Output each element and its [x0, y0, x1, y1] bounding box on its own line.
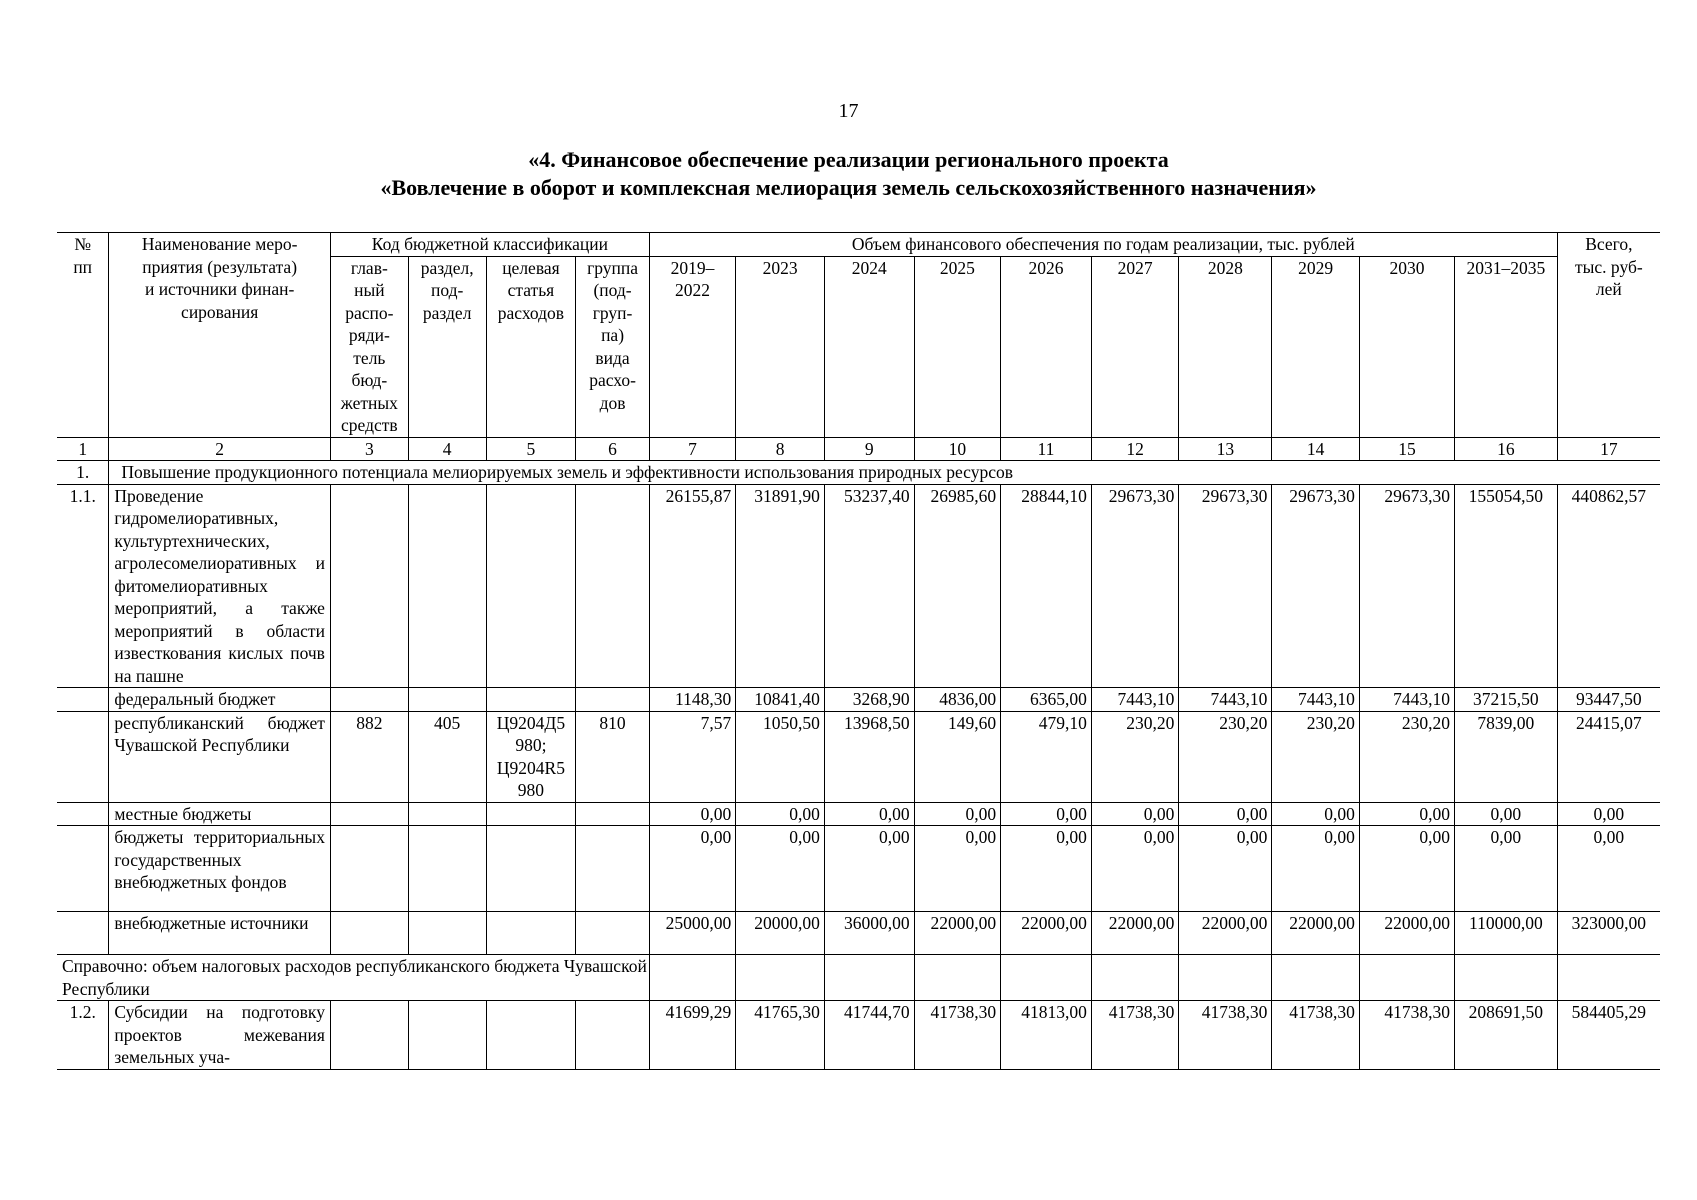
row-value: 22000,00	[1179, 912, 1272, 955]
row-empty-cell	[330, 1001, 408, 1070]
header-budget-code-group: Код бюджетной классификации	[330, 233, 649, 257]
row-empty-cell	[576, 1001, 650, 1070]
row-value: 0,00	[1557, 802, 1660, 826]
row-value: 3268,90	[824, 688, 914, 712]
row-value: 22000,00	[914, 912, 1000, 955]
table-row	[57, 1001, 1660, 1070]
header-year-4: 2026	[1001, 256, 1092, 437]
row-value: 25000,00	[649, 912, 735, 955]
reference-value	[1359, 955, 1454, 1001]
row-value: 26985,60	[914, 484, 1000, 688]
row-value: 29673,30	[1272, 484, 1360, 688]
row-name: местные бюджеты	[109, 802, 331, 826]
column-number-cell: 12	[1091, 437, 1179, 461]
column-number-cell: 2	[109, 437, 331, 461]
column-number-cell: 6	[576, 437, 650, 461]
row-value: 28844,10	[1001, 484, 1092, 688]
column-number-cell: 1	[57, 437, 109, 461]
reference-value	[1001, 955, 1092, 1001]
row-value: 0,00	[736, 826, 825, 912]
row-value: 230,20	[1359, 711, 1454, 802]
row-value: 230,20	[1179, 711, 1272, 802]
header-col-section: раздел, под- раздел	[408, 256, 486, 437]
row-value: 26155,87	[649, 484, 735, 688]
section-row	[57, 461, 1660, 485]
header-year-8: 2030	[1359, 256, 1454, 437]
header-col-total: Всего, тыс. руб- лей	[1557, 233, 1660, 438]
row-value: 0,00	[914, 826, 1000, 912]
row-grbs	[330, 912, 408, 955]
row-num	[57, 912, 109, 955]
row-name: бюджеты территориальных государственных внебюджетных фондов	[109, 826, 331, 912]
row-value: 0,00	[914, 802, 1000, 826]
row-num	[57, 826, 109, 912]
reference-value	[736, 955, 825, 1001]
column-number-cell: 9	[824, 437, 914, 461]
row-group	[576, 912, 650, 955]
row-value: 0,00	[649, 802, 735, 826]
reference-value	[1272, 955, 1360, 1001]
row-num	[57, 711, 109, 802]
reference-text: Справочно: объем налоговых расходов республиканского бюджета Чувашской Республики	[57, 955, 649, 1001]
row-value: 4836,00	[914, 688, 1000, 712]
row-value: 22000,00	[1001, 912, 1092, 955]
row-value: 41738,30	[914, 1001, 1000, 1070]
row-value: 155054,50	[1455, 484, 1558, 688]
row-value: 479,10	[1001, 711, 1092, 802]
row-value: 0,00	[1091, 802, 1179, 826]
row-value: 7839,00	[1455, 711, 1558, 802]
section-title: Повышение продукционного потенциала мелиорируемых земель и эффективности использования природных ресурсов	[109, 461, 1660, 485]
row-value: 0,00	[824, 802, 914, 826]
row-value: 0,00	[1179, 802, 1272, 826]
row-value: 41738,30	[1091, 1001, 1179, 1070]
document-title	[0, 146, 1697, 202]
row-value: 110000,00	[1455, 912, 1558, 955]
row-grbs	[330, 802, 408, 826]
row-group	[576, 484, 650, 688]
column-number-cell: 7	[649, 437, 735, 461]
row-value: 1148,30	[649, 688, 735, 712]
header-year-2: 2024	[824, 256, 914, 437]
table-row	[57, 711, 1660, 802]
row-group	[576, 688, 650, 712]
row-grbs	[330, 484, 408, 688]
reference-value	[824, 955, 914, 1001]
row-value: 7443,10	[1272, 688, 1360, 712]
header-year-6: 2028	[1179, 256, 1272, 437]
row-section	[408, 688, 486, 712]
column-numbers-row	[57, 437, 1660, 461]
row-value: 41699,29	[649, 1001, 735, 1070]
row-value: 29673,30	[1091, 484, 1179, 688]
row-value: 7443,10	[1179, 688, 1272, 712]
row-group	[576, 802, 650, 826]
row-value: 0,00	[1359, 826, 1454, 912]
row-section	[408, 912, 486, 955]
row-num: 1.2.	[57, 1001, 109, 1070]
header-year-3: 2025	[914, 256, 1000, 437]
row-value: 0,00	[1455, 826, 1558, 912]
row-value: 0,00	[736, 802, 825, 826]
row-value: 0,00	[1272, 802, 1360, 826]
title-line-2: «Вовлечение в оборот и комплексная мелиорация земель сельскохозяйственного назначения»	[380, 175, 1317, 200]
reference-value	[914, 955, 1000, 1001]
column-number-cell: 13	[1179, 437, 1272, 461]
column-number-cell: 17	[1557, 437, 1660, 461]
row-value: 0,00	[1179, 826, 1272, 912]
page-number: 17	[838, 100, 859, 122]
reference-value	[1179, 955, 1272, 1001]
header-year-9: 2031–2035	[1455, 256, 1558, 437]
row-value: 41765,30	[736, 1001, 825, 1070]
row-value: 29673,30	[1359, 484, 1454, 688]
row-section	[408, 802, 486, 826]
row-section	[408, 826, 486, 912]
header-col-target: целевая статья расходов	[486, 256, 576, 437]
row-name: Проведение гидромелиоративных, культуртехнических, агролесомелиоративных и фитомелиоративных мероприятий, а также мероприятий в области известкования кислых почв на пашне	[109, 484, 331, 688]
row-value: 149,60	[914, 711, 1000, 802]
row-value: 0,00	[649, 826, 735, 912]
row-num	[57, 802, 109, 826]
row-value: 37215,50	[1455, 688, 1558, 712]
title-line-1: «4. Финансовое обеспечение реализации регионального проекта	[528, 147, 1169, 172]
financing-table	[57, 232, 1660, 1070]
row-value: 22000,00	[1272, 912, 1360, 955]
reference-value	[649, 955, 735, 1001]
row-name: республиканский бюджет Чувашской Республики	[109, 711, 331, 802]
row-value: 0,00	[1091, 826, 1179, 912]
row-value: 41813,00	[1001, 1001, 1092, 1070]
row-grbs	[330, 688, 408, 712]
row-value: 0,00	[1272, 826, 1360, 912]
row-value: 0,00	[1001, 802, 1092, 826]
row-value: 0,00	[1455, 802, 1558, 826]
table-row	[57, 912, 1660, 955]
row-value: 0,00	[1001, 826, 1092, 912]
row-value: 53237,40	[824, 484, 914, 688]
header-row-1	[57, 233, 1660, 257]
row-value: 29673,30	[1179, 484, 1272, 688]
row-value: 7,57	[649, 711, 735, 802]
row-value: 0,00	[1359, 802, 1454, 826]
column-number-cell: 10	[914, 437, 1000, 461]
row-value: 7443,10	[1359, 688, 1454, 712]
row-value: 93447,50	[1557, 688, 1660, 712]
header-year-5: 2027	[1091, 256, 1179, 437]
row-value: 24415,07	[1557, 711, 1660, 802]
row-group	[576, 826, 650, 912]
row-value: 0,00	[824, 826, 914, 912]
header-year-0: 2019– 2022	[649, 256, 735, 437]
row-section: 405	[408, 711, 486, 802]
row-name: Субсидии на подготовку проектов межевания земельных уча-	[109, 1001, 331, 1070]
row-value: 584405,29	[1557, 1001, 1660, 1070]
row-value: 13968,50	[824, 711, 914, 802]
row-value: 41744,70	[824, 1001, 914, 1070]
row-grbs	[330, 826, 408, 912]
column-number-cell: 11	[1001, 437, 1092, 461]
column-number-cell: 8	[736, 437, 825, 461]
reference-value	[1091, 955, 1179, 1001]
column-number-cell: 4	[408, 437, 486, 461]
row-num	[57, 688, 109, 712]
column-number-cell: 5	[486, 437, 576, 461]
column-number-cell: 16	[1455, 437, 1558, 461]
row-target: Ц9204Д5 980; Ц9204R5 980	[486, 711, 576, 802]
row-name: федеральный бюджет	[109, 688, 331, 712]
header-col-grbs: глав- ный распо- ряди- тель бюд- жетных средств	[330, 256, 408, 437]
row-grbs: 882	[330, 711, 408, 802]
row-target	[486, 802, 576, 826]
row-empty-cell	[408, 1001, 486, 1070]
row-value: 41738,30	[1179, 1001, 1272, 1070]
row-value: 230,20	[1272, 711, 1360, 802]
row-value: 230,20	[1091, 711, 1179, 802]
table-row	[57, 802, 1660, 826]
table-row	[57, 484, 1660, 688]
column-number-cell: 3	[330, 437, 408, 461]
section-num: 1.	[57, 461, 109, 485]
row-value: 41738,30	[1272, 1001, 1360, 1070]
row-section	[408, 484, 486, 688]
row-value: 7443,10	[1091, 688, 1179, 712]
reference-row	[57, 955, 1660, 1001]
header-year-7: 2029	[1272, 256, 1360, 437]
header-col-group: группа (под- груп- па) вида расхо- дов	[576, 256, 650, 437]
row-value: 0,00	[1557, 826, 1660, 912]
row-num: 1.1.	[57, 484, 109, 688]
row-value: 36000,00	[824, 912, 914, 955]
table-row	[57, 826, 1660, 912]
row-value: 323000,00	[1557, 912, 1660, 955]
reference-value	[1455, 955, 1558, 1001]
row-name: внебюджетные источники	[109, 912, 331, 955]
row-value: 22000,00	[1091, 912, 1179, 955]
column-number-cell: 14	[1272, 437, 1360, 461]
row-target	[486, 688, 576, 712]
header-col-name: Наименование меро- приятия (результата) и источники финан- сирования	[109, 233, 331, 438]
column-number-cell: 15	[1359, 437, 1454, 461]
row-value: 31891,90	[736, 484, 825, 688]
row-value: 208691,50	[1455, 1001, 1558, 1070]
row-value: 6365,00	[1001, 688, 1092, 712]
row-value: 41738,30	[1359, 1001, 1454, 1070]
row-empty-cell	[486, 1001, 576, 1070]
header-year-1: 2023	[736, 256, 825, 437]
row-value: 1050,50	[736, 711, 825, 802]
row-target	[486, 484, 576, 688]
table-row	[57, 688, 1660, 712]
row-value: 22000,00	[1359, 912, 1454, 955]
row-target	[486, 912, 576, 955]
row-value: 440862,57	[1557, 484, 1660, 688]
row-group: 810	[576, 711, 650, 802]
row-target	[486, 826, 576, 912]
header-years-group: Объем финансового обеспечения по годам реализации, тыс. рублей	[649, 233, 1557, 257]
reference-value	[1557, 955, 1660, 1001]
row-value: 10841,40	[736, 688, 825, 712]
row-value: 20000,00	[736, 912, 825, 955]
header-col-num: № пп	[57, 233, 109, 438]
